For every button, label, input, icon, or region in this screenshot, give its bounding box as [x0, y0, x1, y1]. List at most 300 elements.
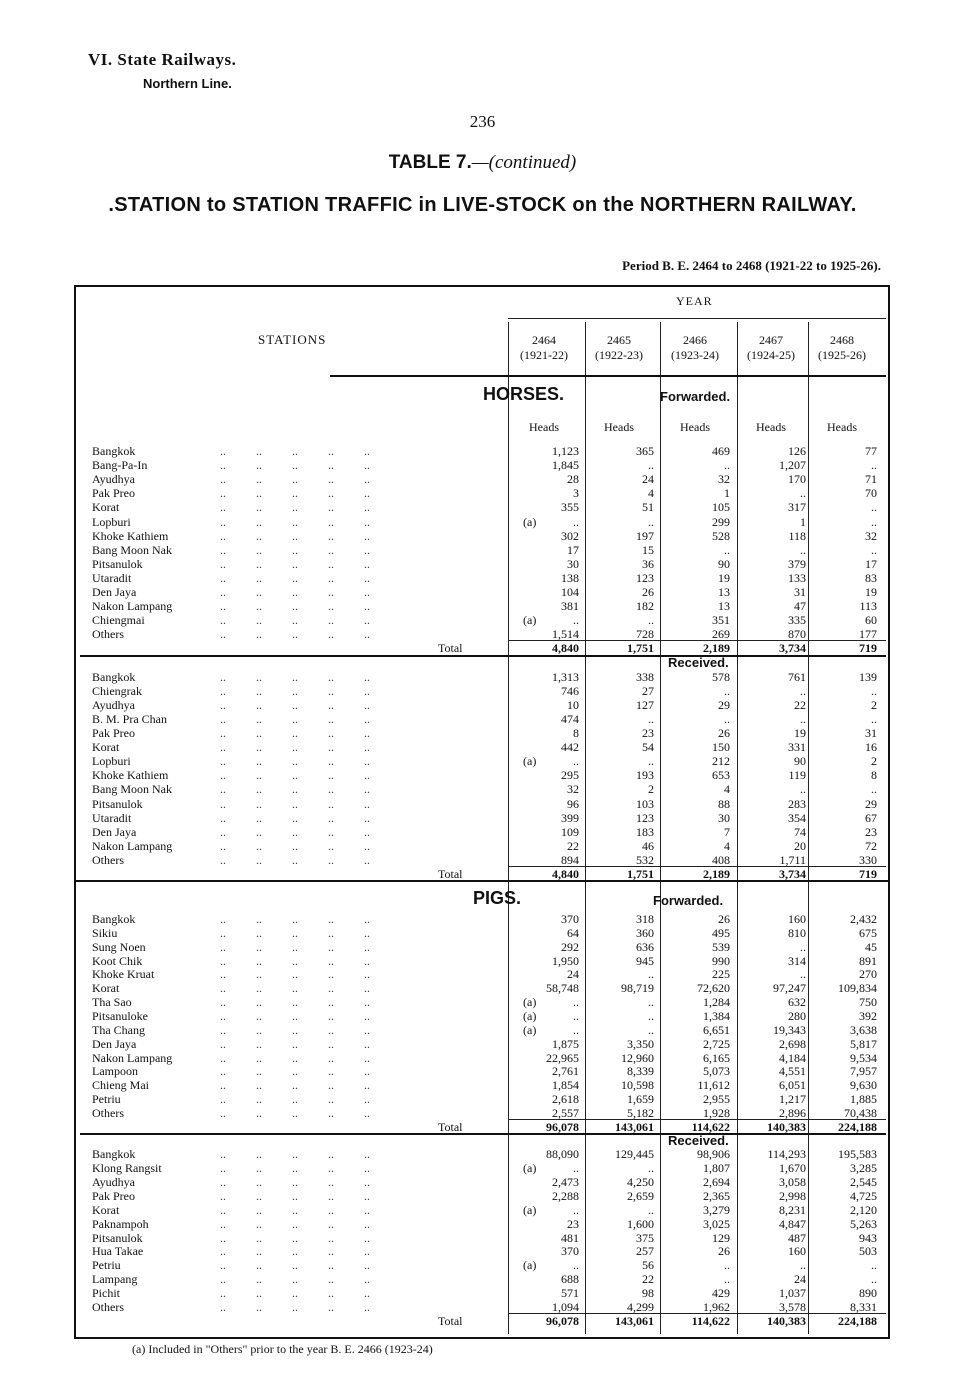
station-name: Bang Moon Nak: [92, 782, 172, 797]
year-be: 2465: [607, 333, 631, 347]
cell-value: 360: [636, 925, 654, 940]
station-name: Ayudhya: [92, 472, 135, 487]
table-row: [92, 529, 882, 543]
cell-value: 51: [642, 500, 654, 515]
cell-value: 292: [561, 939, 579, 954]
cell-value: 280: [788, 1008, 806, 1023]
cell-value: 636: [636, 939, 654, 954]
cell-value: 74: [794, 824, 806, 839]
cell-value: 2,698: [779, 1036, 806, 1051]
cell-value: ..: [573, 514, 579, 529]
cell-value: 532: [636, 852, 654, 867]
cell-value: 24: [794, 1272, 806, 1287]
cell-value: ..: [724, 711, 730, 726]
cell-value: 105: [712, 500, 730, 515]
subtitle-forwarded: Forwarded.: [660, 389, 731, 404]
station-name: Sikiu: [92, 925, 118, 940]
cell-value: 2,189: [703, 641, 730, 656]
table-row: [92, 1037, 882, 1051]
station-name: Khoke Kathiem: [92, 528, 169, 543]
leader-dots: .. .. .. .. ..: [220, 824, 370, 839]
leader-dots: .. .. .. .. ..: [220, 967, 370, 982]
cell-value: 212: [712, 754, 730, 769]
leader-dots: .. .. .. .. ..: [220, 981, 370, 996]
cell-value: 96,078: [546, 1119, 579, 1134]
cell-value: 182: [636, 599, 654, 614]
cell-value: 379: [788, 556, 806, 571]
station-name: Others: [92, 1105, 124, 1120]
cell-value: 481: [561, 1230, 579, 1245]
cell-value: 746: [561, 683, 579, 698]
cell-value: 810: [788, 925, 806, 940]
cell-value: ..: [871, 711, 877, 726]
table-row: [92, 1231, 882, 1245]
station-name: Koot Chik: [92, 953, 143, 968]
year-column-heading: [584, 333, 654, 363]
cell-value: 2,761: [552, 1064, 579, 1079]
table-row: [92, 726, 882, 740]
cell-value: 5,817: [850, 1036, 877, 1051]
cell-value: 129,445: [615, 1147, 654, 1162]
cell-value: 2,432: [850, 912, 877, 926]
cell-value: 2,725: [703, 1036, 730, 1051]
cell-value: 408: [712, 852, 730, 867]
table-row: [92, 768, 882, 782]
cell-value: ..: [573, 1161, 579, 1176]
cell-value: 355: [561, 500, 579, 515]
cell-value: 31: [794, 585, 806, 599]
cell-value: 96: [567, 796, 579, 811]
leader-dots: .. .. .. .. ..: [220, 1244, 370, 1259]
cell-value: 1: [800, 514, 806, 529]
cell-value: 354: [788, 810, 806, 825]
table-row: [92, 754, 882, 768]
station-name: Chieng Mai: [92, 1078, 149, 1093]
table-row: [92, 912, 882, 926]
cell-value: 578: [712, 669, 730, 684]
cell-value: 487: [788, 1230, 806, 1245]
cell-value: 365: [636, 444, 654, 458]
station-name: Khoke Kathiem: [92, 768, 169, 783]
cell-value: 56: [642, 1258, 654, 1273]
cell-value: 4,840: [552, 867, 579, 881]
cell-value: 1,885: [850, 1092, 877, 1107]
cell-value: 5,263: [850, 1216, 877, 1231]
cell-value: 58,748: [546, 981, 579, 996]
cell-value: 283: [788, 796, 806, 811]
table-row: [92, 1189, 882, 1203]
cell-value: 30: [567, 556, 579, 571]
cell-value: 688: [561, 1272, 579, 1287]
table-row: [92, 500, 882, 514]
cell-value: 539: [712, 939, 730, 954]
cell-value: ..: [648, 754, 654, 769]
leader-dots: .. .. .. .. ..: [220, 585, 370, 599]
station-name: Bangkok: [92, 912, 136, 926]
cell-value: 632: [788, 995, 806, 1010]
cell-value: 11,612: [697, 1078, 730, 1093]
cell-value: ..: [573, 1022, 579, 1037]
cell-value: ..: [573, 1258, 579, 1273]
cell-value: 114,622: [691, 1313, 730, 1328]
cell-value: 1,313: [552, 669, 579, 684]
unit-label: Heads: [680, 420, 710, 434]
table-row: [92, 1092, 882, 1106]
cell-value: ..: [648, 1022, 654, 1037]
cell-value: 474: [561, 711, 579, 726]
cell-value: 114,622: [691, 1119, 730, 1134]
leader-dots: .. .. .. .. ..: [220, 1022, 370, 1037]
cell-value: 138: [561, 570, 579, 585]
cell-value: 351: [712, 613, 730, 628]
cell-value: 119: [788, 768, 806, 783]
cell-value: 225: [712, 967, 730, 982]
leader-dots: .. .. .. .. ..: [220, 754, 370, 769]
table-row: [92, 458, 882, 472]
footnote-marker: (a): [523, 1008, 537, 1023]
cell-value: 728: [636, 627, 654, 642]
table-row: [92, 940, 882, 954]
cell-value: 945: [636, 953, 654, 968]
cell-value: 195,583: [838, 1147, 877, 1162]
cell-value: 140,383: [767, 1119, 806, 1134]
cell-value: 2,557: [552, 1105, 579, 1120]
leader-dots: .. .. .. .. ..: [220, 570, 370, 585]
leader-dots: .. .. .. .. ..: [220, 542, 370, 557]
table-row: [92, 1161, 882, 1175]
period-label: Period B. E. 2464 to 2468 (1921-22 to 1925-26).: [622, 258, 881, 273]
header-rule: [330, 375, 886, 377]
year-rule: [508, 318, 886, 319]
cell-value: 1,751: [627, 867, 654, 881]
cell-value: 109,834: [838, 981, 877, 996]
table-row: [92, 1078, 882, 1092]
cell-value: 302: [561, 528, 579, 543]
cell-value: ..: [800, 711, 806, 726]
cell-value: 442: [561, 740, 579, 755]
cell-value: 9,534: [850, 1050, 877, 1065]
table-row: [92, 670, 882, 684]
cell-value: 3,285: [850, 1161, 877, 1176]
section-rule: [80, 1133, 886, 1135]
total-row: [92, 867, 882, 881]
cell-value: 571: [561, 1285, 579, 1300]
table-row: [92, 543, 882, 557]
cell-value: 77: [865, 444, 877, 458]
leader-dots: .. .. .. .. ..: [220, 1189, 370, 1203]
cell-value: 257: [636, 1244, 654, 1259]
table-row: [92, 811, 882, 825]
cell-value: ..: [648, 1008, 654, 1023]
cell-value: 104: [561, 585, 579, 599]
cell-value: 24: [642, 472, 654, 487]
table-row: [92, 1051, 882, 1065]
table-row: [92, 1244, 882, 1258]
cell-value: 375: [636, 1230, 654, 1245]
station-name: Chiengmai: [92, 613, 145, 628]
cell-value: 1,845: [552, 458, 579, 473]
year-be: 2464: [532, 333, 556, 347]
cell-value: ..: [800, 782, 806, 797]
cell-value: ..: [724, 1272, 730, 1287]
leader-dots: .. .. .. .. ..: [220, 768, 370, 783]
cell-value: 7,957: [850, 1064, 877, 1079]
table-row: [92, 926, 882, 940]
cell-value: 29: [865, 796, 877, 811]
cell-value: 2,365: [703, 1189, 730, 1203]
cell-value: 9,630: [850, 1078, 877, 1093]
station-name: Pak Preo: [92, 726, 135, 740]
total-row: [92, 1314, 882, 1328]
cell-value: ..: [573, 1202, 579, 1217]
cell-value: 67: [865, 810, 877, 825]
table-row: [92, 571, 882, 585]
leader-dots: .. .. .. .. ..: [220, 613, 370, 628]
station-name: Korat: [92, 500, 120, 515]
page-number: 236: [469, 112, 496, 131]
leader-dots: .. .. .. .. ..: [220, 486, 370, 501]
cell-value: 4,184: [779, 1050, 806, 1065]
cell-value: 23: [642, 726, 654, 740]
leader-dots: .. .. .. .. ..: [220, 514, 370, 529]
cell-value: 6,051: [779, 1078, 806, 1093]
table-row: [92, 599, 882, 613]
cell-value: 16: [865, 740, 877, 755]
cell-value: 392: [859, 1008, 877, 1023]
cell-value: 24: [567, 967, 579, 982]
table-row: [92, 981, 882, 995]
cell-value: 1,875: [552, 1036, 579, 1051]
cell-value: 3,734: [779, 641, 806, 656]
cell-value: 36: [642, 556, 654, 571]
cell-value: 32: [865, 528, 877, 543]
footnote: (a) Included in "Others" prior to the year B. E. 2466 (1923-24): [132, 1342, 433, 1356]
cell-value: ..: [871, 542, 877, 557]
cell-value: 1,217: [779, 1092, 806, 1107]
cell-value: 3: [573, 486, 579, 501]
cell-value: 2: [871, 697, 877, 712]
station-name: Khoke Kruat: [92, 967, 155, 982]
cell-value: 143,061: [615, 1313, 654, 1328]
unit-label: Heads: [604, 420, 634, 434]
subtitle-received: Received.: [668, 654, 729, 670]
year-column-heading: [736, 333, 806, 363]
unit-label: Heads: [827, 420, 857, 434]
station-name: Pitsanulok: [92, 556, 143, 571]
cell-value: ..: [871, 1258, 877, 1273]
footnote-marker: (a): [523, 1022, 537, 1037]
station-name: Nakon Lampang: [92, 838, 173, 853]
table-row: [92, 740, 882, 754]
leader-dots: .. .. .. .. ..: [220, 528, 370, 543]
footnote-marker: (a): [523, 514, 537, 529]
total-label: Total: [438, 867, 463, 881]
leader-dots: .. .. .. .. ..: [220, 627, 370, 642]
station-name: B. M. Pra Chan: [92, 711, 167, 726]
cell-value: ..: [871, 514, 877, 529]
year-ce: (1922-23): [595, 348, 643, 362]
cell-value: 1,514: [552, 627, 579, 642]
leader-dots: .. .. .. .. ..: [220, 852, 370, 867]
table-row: [92, 557, 882, 571]
cell-value: 1,807: [703, 1161, 730, 1176]
leader-dots: .. .. .. .. ..: [220, 838, 370, 853]
cell-value: 45: [865, 939, 877, 954]
year-column-heading: [807, 333, 877, 363]
cell-value: 870: [788, 627, 806, 642]
cell-value: 22,965: [546, 1050, 579, 1065]
cell-value: 22: [794, 697, 806, 712]
station-name: Pak Preo: [92, 486, 135, 501]
cell-value: 317: [788, 500, 806, 515]
leader-dots: .. .. .. .. ..: [220, 1008, 370, 1023]
cell-value: ..: [724, 458, 730, 473]
cell-value: 123: [636, 570, 654, 585]
table-row: [92, 967, 882, 981]
cell-value: 990: [712, 953, 730, 968]
cell-value: 1,123: [552, 444, 579, 458]
cell-value: 429: [712, 1285, 730, 1300]
table-row: [92, 1064, 882, 1078]
table-row: [92, 585, 882, 599]
unit-label: Heads: [529, 420, 559, 434]
cell-value: ..: [648, 613, 654, 628]
footnote-marker: (a): [523, 995, 537, 1010]
cell-value: 8: [871, 768, 877, 783]
leader-dots: .. .. .. .. ..: [220, 953, 370, 968]
page-header-section: VI. State Railways.: [88, 50, 237, 69]
page-header-line: Northern Line.: [143, 76, 232, 91]
cell-value: 170: [788, 472, 806, 487]
cell-value: 139: [859, 669, 877, 684]
cell-value: 1,094: [552, 1299, 579, 1314]
table-row: [92, 782, 882, 796]
cell-value: 29: [718, 697, 730, 712]
cell-value: 47: [794, 599, 806, 614]
leader-dots: .. .. .. .. ..: [220, 683, 370, 698]
cell-value: 114,293: [767, 1147, 806, 1162]
stations-header: STATIONS: [258, 332, 327, 347]
year-be: 2468: [830, 333, 854, 347]
cell-value: 2: [648, 782, 654, 797]
station-name: Ayudhya: [92, 697, 135, 712]
cell-value: 8,231: [779, 1202, 806, 1217]
table-row: [92, 627, 882, 641]
cell-value: 1,600: [627, 1216, 654, 1231]
cell-value: 17: [865, 556, 877, 571]
section-title: HORSES.: [483, 384, 565, 404]
cell-value: 224,188: [838, 1119, 877, 1134]
station-name: Pitsanuloke: [92, 1008, 148, 1023]
cell-value: 1: [724, 486, 730, 501]
cell-value: ..: [724, 542, 730, 557]
cell-value: 10,598: [621, 1078, 654, 1093]
station-name: Lopburi: [92, 514, 131, 529]
footnote-marker: (a): [523, 613, 537, 628]
cell-value: 3,638: [850, 1022, 877, 1037]
station-name: Bang-Pa-In: [92, 458, 148, 473]
cell-value: 60: [865, 613, 877, 628]
cell-value: ..: [573, 1008, 579, 1023]
station-name: Paknampoh: [92, 1216, 149, 1231]
cell-value: 129: [712, 1230, 730, 1245]
cell-value: 72: [865, 838, 877, 853]
leader-dots: .. .. .. .. ..: [220, 669, 370, 684]
leader-dots: .. .. .. .. ..: [220, 1161, 370, 1176]
leader-dots: .. .. .. .. ..: [220, 1050, 370, 1065]
cell-value: 27: [642, 683, 654, 698]
leader-dots: .. .. .. .. ..: [220, 782, 370, 797]
cell-value: 4,840: [552, 641, 579, 656]
total-row: [92, 641, 882, 655]
cell-value: 64: [567, 925, 579, 940]
station-name: Bangkok: [92, 1147, 136, 1162]
table-row: [92, 486, 882, 500]
cell-value: 71: [865, 472, 877, 487]
cell-value: 3,734: [779, 867, 806, 881]
year-be: 2466: [683, 333, 707, 347]
leader-dots: .. .. .. .. ..: [220, 925, 370, 940]
station-name: Others: [92, 1299, 124, 1314]
cell-value: 4,551: [779, 1064, 806, 1079]
table-row: [92, 472, 882, 486]
leader-dots: .. .. .. .. ..: [220, 711, 370, 726]
cell-value: 150: [712, 740, 730, 755]
cell-value: 3,058: [779, 1175, 806, 1190]
station-name: Nakon Lampang: [92, 1050, 173, 1065]
cell-value: ..: [648, 514, 654, 529]
leader-dots: .. .. .. .. ..: [220, 1092, 370, 1107]
cell-value: 528: [712, 528, 730, 543]
cell-value: 26: [718, 1244, 730, 1259]
cell-value: ..: [800, 939, 806, 954]
cell-value: 891: [859, 953, 877, 968]
leader-dots: .. .. .. .. ..: [220, 1299, 370, 1314]
cell-value: 133: [788, 570, 806, 585]
cell-value: 469: [712, 444, 730, 458]
cell-value: 299: [712, 514, 730, 529]
cell-value: 4: [724, 782, 730, 797]
year-header: YEAR: [676, 294, 713, 308]
cell-value: 7: [724, 824, 730, 839]
leader-dots: .. .. .. .. ..: [220, 1230, 370, 1245]
cell-value: 1,854: [552, 1078, 579, 1093]
station-name: Others: [92, 852, 124, 867]
year-ce: (1924-25): [747, 348, 795, 362]
leader-dots: .. .. .. .. ..: [220, 697, 370, 712]
cell-value: 8: [573, 726, 579, 740]
leader-dots: .. .. .. .. ..: [220, 1202, 370, 1217]
station-name: Pichit: [92, 1285, 121, 1300]
cell-value: 2,120: [850, 1202, 877, 1217]
cell-value: ..: [648, 711, 654, 726]
cell-value: 32: [718, 472, 730, 487]
table-row: [92, 954, 882, 968]
cell-value: 335: [788, 613, 806, 628]
cell-value: ..: [573, 995, 579, 1010]
cell-value: 2,998: [779, 1189, 806, 1203]
cell-value: 127: [636, 697, 654, 712]
horses-pigs-divider: [76, 880, 888, 882]
table-row: [92, 839, 882, 853]
station-name: Den Jaya: [92, 1036, 137, 1051]
cell-value: 943: [859, 1230, 877, 1245]
leader-dots: .. .. .. .. ..: [220, 1105, 370, 1120]
cell-value: ..: [800, 967, 806, 982]
cell-value: 653: [712, 768, 730, 783]
cell-value: 13: [718, 585, 730, 599]
table-row: [92, 1258, 882, 1272]
